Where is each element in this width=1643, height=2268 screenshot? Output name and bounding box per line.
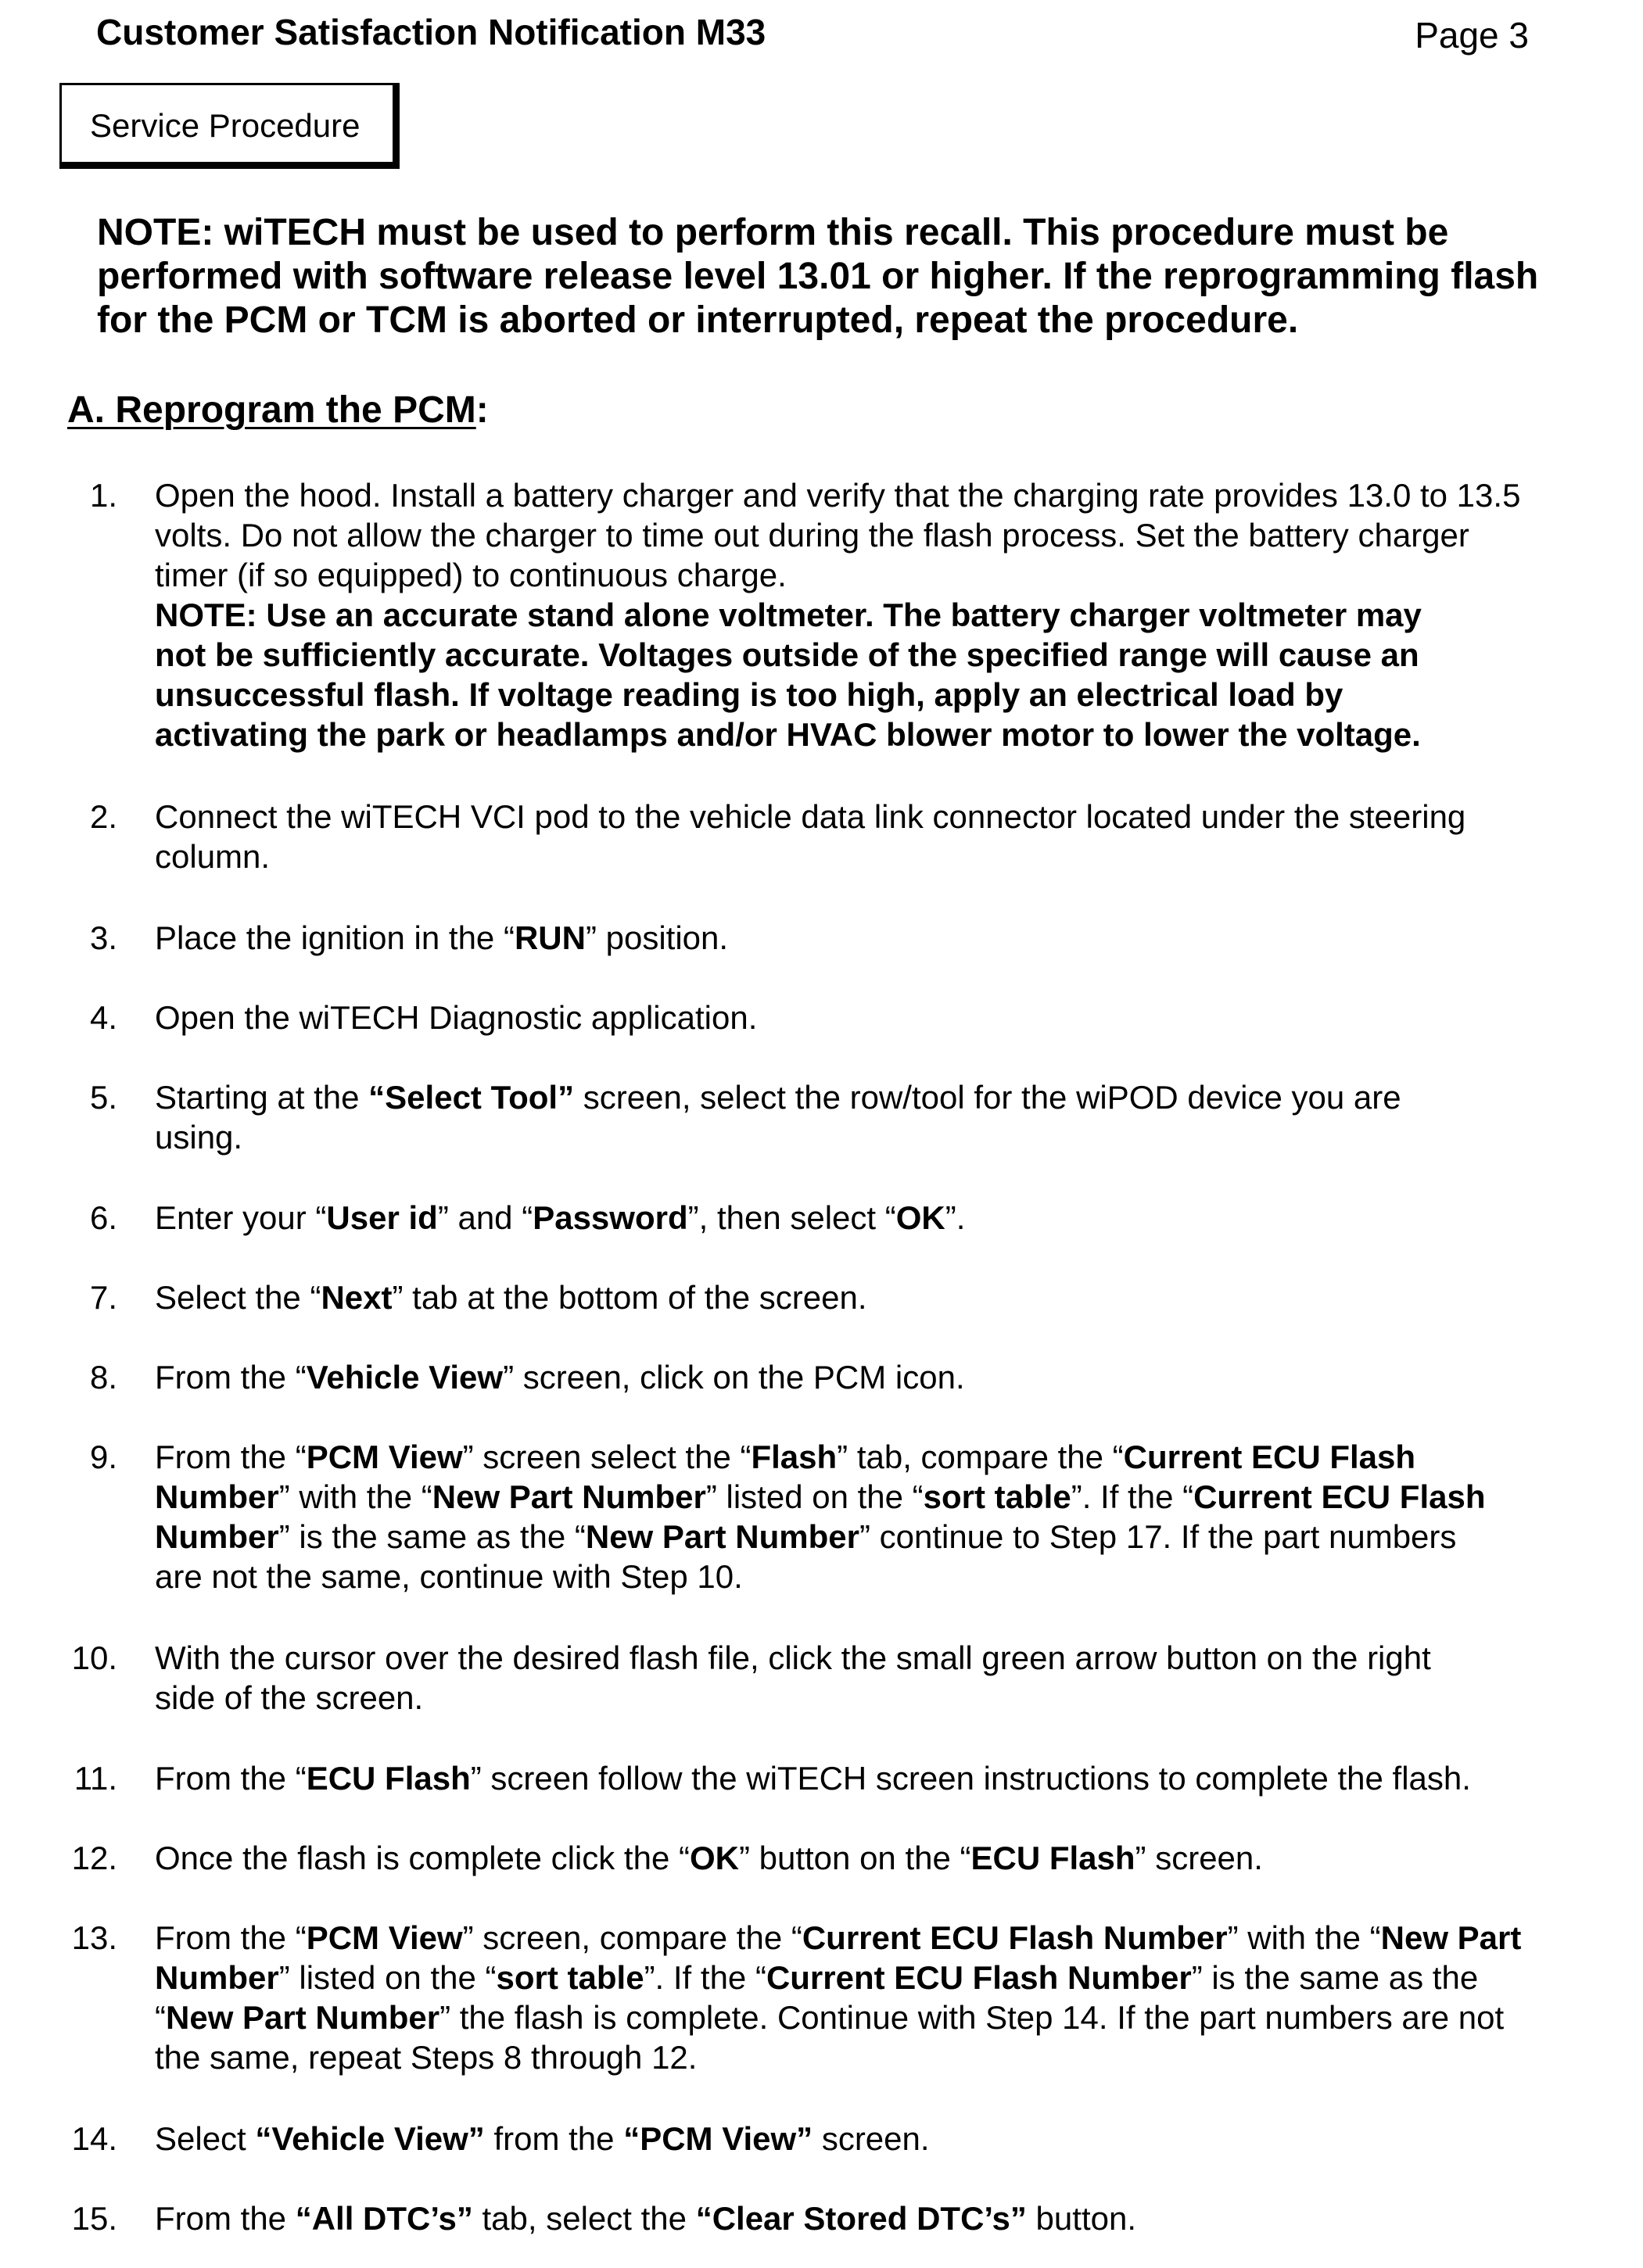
step-number: 1. xyxy=(89,477,117,514)
step-text-run: From the “ xyxy=(155,1439,307,1475)
step-text-run: ” tab, compare the “ xyxy=(837,1439,1124,1475)
step-text xyxy=(155,998,1633,1037)
step-text-bold: “PCM View” xyxy=(623,2120,813,2157)
step-number: 6. xyxy=(89,1199,117,1236)
step-text xyxy=(155,918,1633,958)
step-text-bold: Current ECU Flash Number xyxy=(766,1959,1192,1996)
step-text-bold: Current ECU Flash Number xyxy=(802,1919,1228,1956)
step-text-bold: PCM View xyxy=(306,1439,463,1475)
step-text-bold: Next xyxy=(321,1279,393,1316)
step-text-run: ” listed on the “ xyxy=(705,1478,924,1515)
step-number: 13. xyxy=(71,1919,117,1956)
step-text-run: From the “ xyxy=(155,1919,307,1956)
step-text xyxy=(155,475,1633,754)
step-text-run: ” position. xyxy=(585,919,729,956)
step-text xyxy=(155,797,1633,876)
step-text xyxy=(155,1277,1633,1317)
step-number: 8. xyxy=(89,1359,117,1396)
step-text-bold: Password xyxy=(533,1199,688,1236)
step-text-bold: RUN xyxy=(514,919,586,956)
step-text-bold: Vehicle View xyxy=(306,1359,504,1396)
step-text-bold: New Part Number xyxy=(166,1999,440,2036)
step-text-bold: “All DTC’s” xyxy=(295,2200,473,2237)
step-text-run: Select the “ xyxy=(155,1279,321,1316)
step-text-bold: “Clear Stored DTC’s” xyxy=(695,2200,1027,2237)
step-text-run: Open the hood. Install a battery charger and verify that the charging rate provides 13.0 to 13.5 volts. Do not allow the charger to time out during the flash process. Set the battery charger timer (if so equipped) to continuous charge. xyxy=(155,477,1521,593)
step-text-run: ” tab at the bottom of the screen. xyxy=(392,1279,867,1316)
step-text-run: button. xyxy=(1026,2200,1136,2237)
step-number: 9. xyxy=(89,1439,117,1475)
step-text-run: screen. xyxy=(813,2120,930,2157)
step-text-run: ” continue to Step 17. If the part numbers are not the same, continue with Step 10. xyxy=(155,1518,1457,1595)
step-text-run: ” is the same as the “ xyxy=(155,1959,1479,2036)
step-text-bold: Current ECU Flash Number xyxy=(155,1478,1486,1555)
step-text xyxy=(155,1437,1633,1596)
document-title: Customer Satisfaction Notification M33 xyxy=(96,12,766,52)
step-number: 15. xyxy=(71,2200,117,2237)
step-text-run: Enter your “ xyxy=(155,1199,327,1236)
step-text xyxy=(155,1198,1633,1238)
step-text xyxy=(155,1838,1633,1878)
step-number: 4. xyxy=(89,999,117,1036)
step-text-bold: Flash xyxy=(751,1439,838,1475)
step-number: 7. xyxy=(89,1279,117,1316)
step-text-run: ” screen, compare the “ xyxy=(462,1919,802,1956)
step-text-run: From the xyxy=(155,2200,296,2237)
step-text-bold: “Vehicle View” xyxy=(255,2120,485,2157)
step-text-run: Open the wiTECH Diagnostic application. xyxy=(155,999,758,1036)
step-text-bold: sort table xyxy=(496,1959,644,1996)
step-text-run: ”. If the “ xyxy=(644,1959,766,1996)
step-text-bold: New Part Number xyxy=(155,1919,1522,1996)
step-text-bold: “Select Tool” xyxy=(368,1079,575,1116)
section-heading-colon: : xyxy=(475,389,489,431)
step-text-bold: ECU Flash xyxy=(306,1760,471,1797)
recall-note: NOTE: wiTECH must be used to perform this recall. This procedure must be performed with software release level 13.01 or higher. If the reprogramming flash for the PCM or TCM is aborted or interrupted, repeat the procedure. xyxy=(97,212,1539,341)
step-text-run: Select xyxy=(155,2120,256,2157)
step-text xyxy=(155,2119,1633,2159)
step-text xyxy=(155,1918,1633,2077)
step-number: 10. xyxy=(71,1639,117,1676)
step-text-run: ” and “ xyxy=(437,1199,533,1236)
step-number: 5. xyxy=(89,1079,117,1116)
step-text-run: With the cursor over the desired flash file, click the small green arrow button on the right side of the screen. xyxy=(155,1639,1431,1716)
step-text-bold: OK xyxy=(689,1840,739,1876)
section-label: Service Procedure xyxy=(90,107,361,144)
step-number: 12. xyxy=(71,1840,117,1876)
step-text-run: ” screen. xyxy=(1135,1840,1263,1876)
step-text xyxy=(155,1638,1633,1718)
step-text-run: ” listed on the “ xyxy=(278,1959,497,1996)
step-text-run: Starting at the xyxy=(155,1079,369,1116)
step-text xyxy=(155,2198,1633,2238)
step-text-bold: OK xyxy=(895,1199,945,1236)
step-text-run: ”. If the “ xyxy=(1071,1478,1194,1515)
step-text-run: tab, select the xyxy=(472,2200,696,2237)
step-number: 11. xyxy=(74,1760,117,1797)
step-text-run: From the “ xyxy=(155,1760,307,1797)
step-number: 2. xyxy=(89,798,117,835)
step-text-run: screen, select the row/tool for the wiPOD device you are using. xyxy=(155,1079,1401,1155)
step-text-run: ”. xyxy=(945,1199,966,1236)
step-text-run: From the “ xyxy=(155,1359,307,1396)
step-number: 14. xyxy=(71,2120,117,2157)
section-heading-title: A. Reprogram the PCM xyxy=(67,389,476,431)
step-text-run: Connect the wiTECH VCI pod to the vehicle data link connector located under the steering column. xyxy=(155,798,1466,875)
step-text-run: from the xyxy=(484,2120,624,2157)
step-text-run: ” with the “ xyxy=(278,1478,432,1515)
step-text xyxy=(155,1357,1633,1397)
step-text-run: ” screen follow the wiTECH screen instructions to complete the flash. xyxy=(470,1760,1471,1797)
step-text-bold: New Part Number xyxy=(432,1478,706,1515)
step-text-run: ” the flash is complete. Continue with Step 14. If the part numbers are not the same, repeat Steps 8 through 12. xyxy=(155,1999,1505,2076)
step-text-run: ” button on the “ xyxy=(738,1840,971,1876)
step-warning-note: NOTE: Use an accurate stand alone voltmeter. The battery charger voltmeter may not be sufficiently accurate. Voltages outside of the specified range will cause an unsuccessful flash. If voltage reading is too high, apply an electrical load by activating the park or headlamps and/or HVAC blower motor to lower the voltage. xyxy=(155,597,1422,753)
step-text-run: Once the flash is complete click the “ xyxy=(155,1840,690,1876)
step-text-run: ” is the same as the “ xyxy=(278,1518,586,1555)
step-text xyxy=(155,1758,1633,1798)
step-text-run: ” screen select the “ xyxy=(462,1439,752,1475)
step-text-bold: User id xyxy=(326,1199,438,1236)
step-text-bold: Current ECU Flash Number xyxy=(155,1439,1416,1515)
step-text-run: ”, then select “ xyxy=(687,1199,896,1236)
step-text-bold: sort table xyxy=(923,1478,1071,1515)
step-text-run: ” screen, click on the PCM icon. xyxy=(503,1359,965,1396)
step-text xyxy=(155,1077,1633,1157)
step-text-bold: PCM View xyxy=(306,1919,463,1956)
step-number: 3. xyxy=(89,919,117,956)
step-text-run: Place the ignition in the “ xyxy=(155,919,515,956)
step-text-run: ” with the “ xyxy=(1227,1919,1381,1956)
step-text-bold: New Part Number xyxy=(585,1518,859,1555)
step-text-bold: ECU Flash xyxy=(970,1840,1135,1876)
page-number: Page 3 xyxy=(1415,15,1529,56)
